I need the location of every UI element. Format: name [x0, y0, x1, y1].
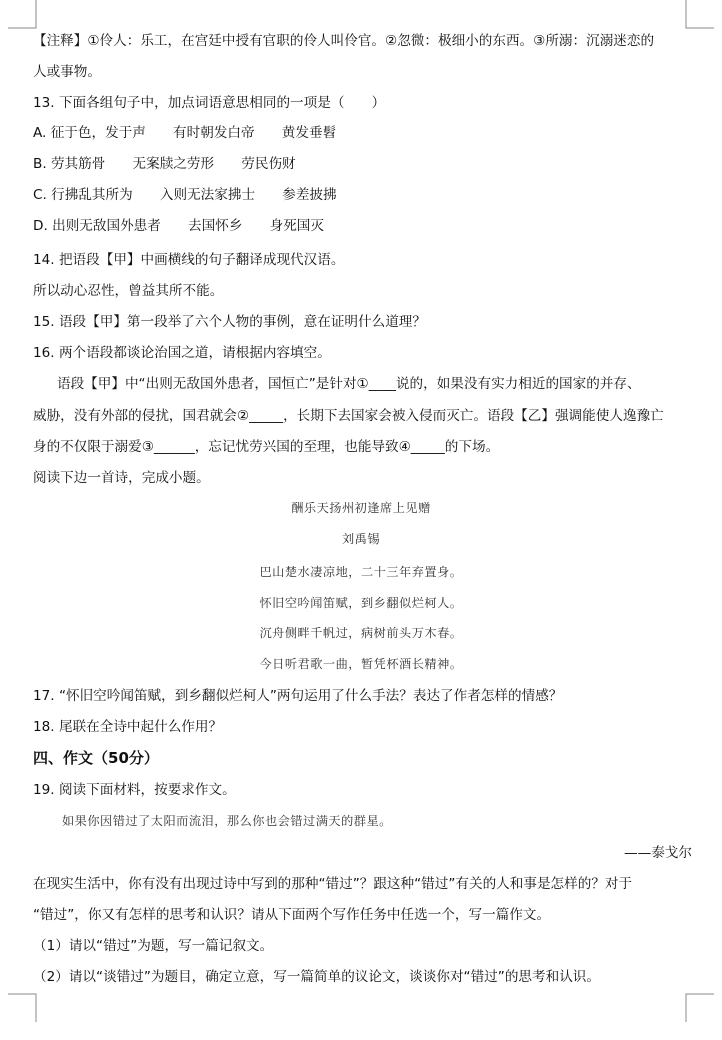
q19-body-line-2: “错过”，你又有怎样的思考和认识？请从下面两个写作任务中任选一个，写一篇作文。 — [33, 907, 551, 923]
q14-sentence: 所以动心忍性，曾益其所不能。 — [33, 283, 224, 299]
q13-option-b: B. 劳其筋骨 无案牍之劳形 劳民伤财 — [33, 156, 296, 172]
corner-mark-top-right — [684, 0, 714, 30]
notes-line-1: 【注释】①伶人：乐工，在宫廷中授有官职的伶人叫伶官。②忽微：极细小的东西。③所溺：沉溺迷恋的 — [33, 33, 655, 49]
poem-line-4: 今日听君歌一曲，暂凭杯酒长精神。 — [259, 657, 463, 671]
q19-attribution: ——泰戈尔 — [624, 845, 692, 861]
poem-line-2: 怀旧空吟闻笛赋，到乡翻似烂柯人。 — [259, 596, 463, 610]
poem-line-1: 巴山楚水凄凉地，二十三年弃置身。 — [259, 565, 463, 579]
q19-stem: 19. 阅读下面材料，按要求作文。 — [33, 782, 236, 798]
q13-stem: 13. 下面各组句子中，加点词语意思相同的一项是（ ） — [33, 95, 386, 111]
poem-line-3: 沉舟侧畔千帆过，病树前头万木春。 — [259, 626, 463, 640]
q16-stem: 16. 两个语段都谈论治国之道，请根据内容填空。 — [33, 345, 331, 361]
poem-intro: 阅读下边一首诗，完成小题。 — [33, 470, 210, 486]
poem-author: 刘禹锡 — [341, 532, 381, 546]
q19-quote: 如果你因错过了太阳而流泪，那么你也会错过满天的群星。 — [62, 814, 392, 828]
q16-paragraph-line-2: 威胁，没有外部的侵扰，国君就会②_____，长期下去国家会被入侵而灭亡。语段【乙】强调能使人逸豫亡 — [33, 408, 664, 424]
poem-title: 酬乐天扬州初逢席上见赠 — [291, 501, 431, 515]
q16-paragraph-line-1: 语段【甲】中“出则无敌国外患者，国恒亡”是针对①____说的，如果没有实力相近的国家的并存、 — [57, 376, 641, 392]
corner-mark-bottom-left — [8, 992, 38, 1022]
q16-paragraph-line-3: 身的不仅限于溺爱③______，忘记忧劳兴国的至理，也能导致④_____的下场。 — [33, 439, 500, 455]
q18-stem: 18. 尾联在全诗中起什么作用？ — [33, 719, 223, 735]
q13-option-a: A. 征于色，发于声 有时朝发白帝 黄发垂髫 — [33, 125, 337, 141]
q19-task-2: （2）请以“谈错过”为题目，确定立意，写一篇简单的议论文，谈谈你对“错过”的思考和认识。 — [33, 969, 600, 985]
q13-option-c: C. 行拂乱其所为 入则无法家拂士 参差披拂 — [33, 187, 337, 203]
corner-mark-top-left — [8, 0, 38, 30]
notes-line-2: 人或事物。 — [33, 64, 101, 80]
corner-mark-bottom-right — [684, 992, 714, 1022]
section-title-composition: 四、作文（50分） — [33, 749, 159, 767]
q19-body-line-1: 在现实生活中，你有没有出现过诗中写到的那种“错过”？跟这种“错过”有关的人和事是怎样的？对于 — [33, 876, 633, 892]
q15-stem: 15. 语段【甲】第一段举了六个人物的事例，意在证明什么道理？ — [33, 314, 426, 330]
q17-stem: 17. “怀旧空吟闻笛赋，到乡翻似烂柯人”两句运用了什么手法？表达了作者怎样的情感？ — [33, 688, 563, 704]
q19-task-1: （1）请以“错过”为题，写一篇记叙文。 — [33, 938, 274, 954]
q14-stem: 14. 把语段【甲】中画横线的句子翻译成现代汉语。 — [33, 252, 345, 268]
q13-option-d: D. 出则无敌国外患者 去国怀乡 身死国灭 — [33, 218, 324, 234]
